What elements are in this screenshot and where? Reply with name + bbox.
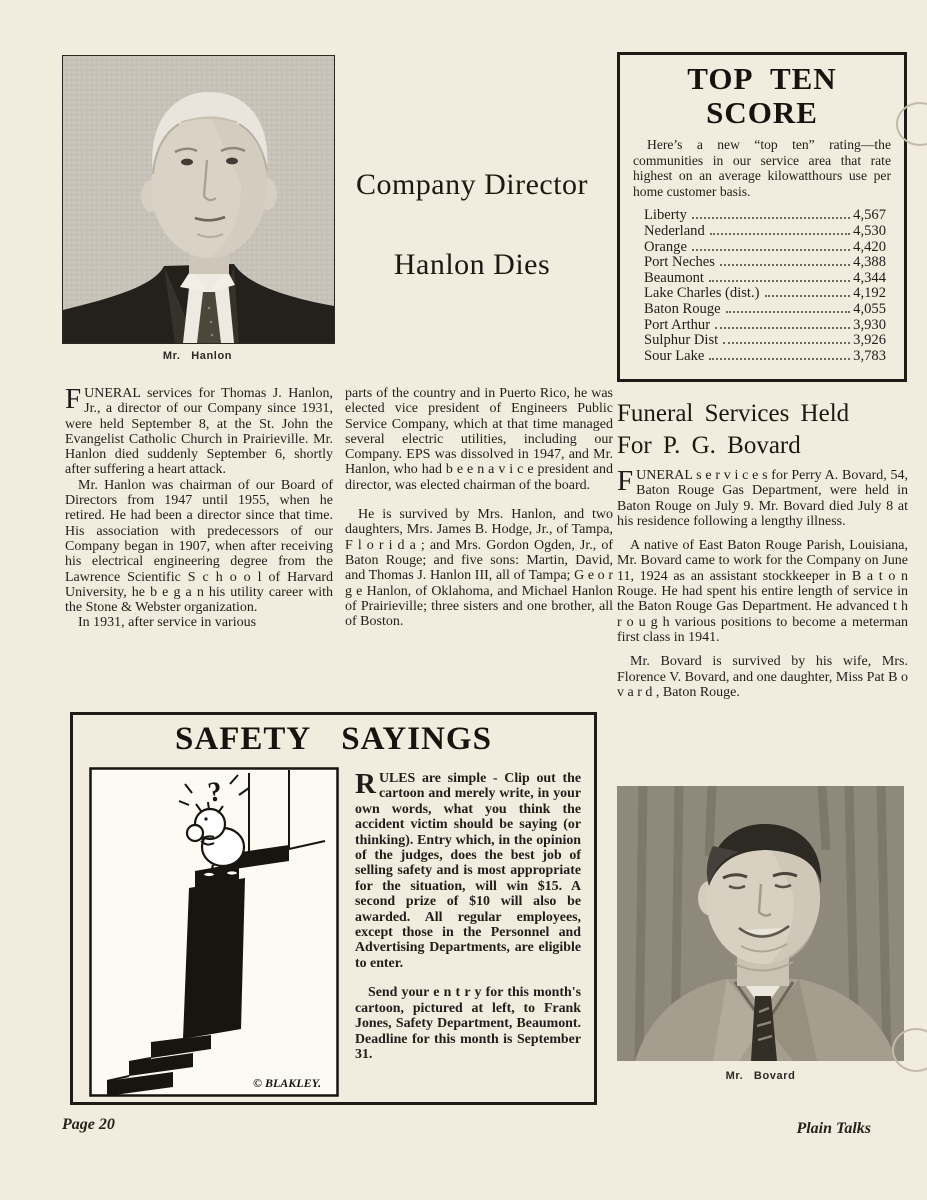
drop-cap: F <box>65 383 82 415</box>
safety-sayings-box <box>70 712 597 1105</box>
top-ten-row <box>644 224 886 240</box>
kwh-value: 3,926 <box>853 332 886 349</box>
leader-dots <box>723 342 850 344</box>
top-ten-list <box>644 208 886 364</box>
kwh-value: 3,930 <box>853 316 886 333</box>
top-ten-intro: Here’s a new “top ten” rating—the communities in our service area that rate highest on an average kilowatthours use per home customer basis. <box>633 137 891 199</box>
hanlon-paragraph-3: In 1931, after service in various <box>78 615 257 631</box>
drop-cap: R <box>355 768 376 800</box>
bovard-heading-line2: For P. G. Bovard <box>617 432 801 459</box>
top-ten-row <box>644 255 886 271</box>
hanlon-paragraph-5: He is survived by Mrs. Hanlon, and two daughters, Mrs. James B. Hodge, Jr., of Tampa, F l o r i d a ; and Mrs. Gordon Ogden, Jr., of Baton Rouge; and five sons: Martin, David, and Thomas J. Hanlon III, all of Tampa; G e o r g e Hanlon, of Oklahoma, and Michael Hanlon of Prairieville; three sisters and one brother, all of Boston. <box>345 507 613 630</box>
question-mark: ? <box>205 776 225 809</box>
bovard-portrait-illustration <box>617 786 904 1061</box>
kwh-value: 3,783 <box>853 347 886 364</box>
top-ten-row <box>644 271 886 287</box>
safety-cartoon <box>89 767 339 1097</box>
kwh-value: 4,567 <box>853 207 886 224</box>
hanlon-article-column-2 <box>345 386 613 629</box>
community-name: Baton Rouge <box>644 300 721 317</box>
rules-paragraph-2: Send your e n t r y for this month's cartoon, pictured at left, to Frank Jones, Safety Department, Beaumont. Deadline for this month is September 31. <box>355 985 581 1062</box>
staircase-cartoon-illustration <box>89 767 339 1097</box>
community-name: Port Arthur <box>644 316 711 333</box>
leader-dots <box>709 358 850 360</box>
drop-cap-rest: ULES <box>378 771 416 786</box>
hanlon-paragraph-4: parts of the country and in Puerto Rico, he was elected vice president of Engineers Public Service Company, which at that time managed several electric utilities, including our Company. EPS was dissolved in 1947, and Mr. Hanlon, who had b e e n a v i c e president and director, was elected chairman of the board. <box>345 386 613 493</box>
community-name: Nederland <box>644 222 705 239</box>
bovard-paragraph-1 <box>617 465 908 529</box>
leader-dots <box>709 280 850 282</box>
kwh-value: 4,344 <box>853 269 886 286</box>
bovard-article-heading <box>617 398 908 462</box>
top-ten-row <box>644 318 886 334</box>
leader-dots <box>720 264 850 266</box>
paragraph-text: services for Thomas J. Hanlon, Jr., a director of our Company since 1931, were held September 8, at the St. John the Evangelist Catholic Church in Prairieville. Mr. Hanlon died suddenly September 6, shortly after suffering a heart attack. <box>65 386 333 478</box>
top-ten-box <box>617 52 907 382</box>
kwh-value: 4,530 <box>853 222 886 239</box>
leader-dots <box>715 327 850 329</box>
rules-paragraph-1 <box>355 768 581 971</box>
hanlon-paragraph-1 <box>65 383 333 478</box>
hanlon-paragraph-2: Mr. Hanlon was chairman of our Board of Directors from 1947 until 1955, when he retired. He had been a director since that time. His association with predecessors of our Company began in 1907, when after receiving his electrical engineering degree from the Lawrence Scientific S c h o o l of Harvard University, he b e g a n his utility career with the Stone & Webster organization. <box>65 477 333 616</box>
top-ten-row <box>644 286 886 302</box>
kwh-value: 4,420 <box>853 238 886 255</box>
community-name: Liberty <box>644 207 687 224</box>
kwh-value: 4,055 <box>853 300 886 317</box>
hanlon-photo-caption: Mr. Hanlon <box>162 350 233 362</box>
hanlon-photo <box>62 55 335 344</box>
kwh-value: 4,192 <box>853 285 886 302</box>
drop-cap: F <box>617 465 634 497</box>
cartoonist-signature: © BLAKLEY. <box>253 1076 322 1090</box>
leader-dots <box>765 295 851 297</box>
bovard-photo-caption: Mr. Bovard <box>725 1070 796 1082</box>
community-name: Beaumont <box>644 269 704 286</box>
page-curl-mark <box>892 1028 927 1072</box>
top-ten-title-line2: SCORE <box>706 95 818 130</box>
top-ten-row <box>644 208 886 224</box>
leader-dots <box>710 233 850 235</box>
bovard-photo <box>617 786 904 1061</box>
drop-cap-rest: UNERAL <box>84 386 141 401</box>
publication-name: Plain Talks <box>796 1120 871 1137</box>
kwh-value: 4,388 <box>853 254 886 271</box>
headline-line1: Company Director <box>355 168 589 201</box>
community-name: Sulphur Dist <box>644 332 719 349</box>
top-ten-row <box>644 349 886 365</box>
top-ten-row <box>644 240 886 256</box>
contest-rules <box>355 768 581 1062</box>
bovard-article-column <box>617 465 908 700</box>
paragraph-text: are simple - Clip out the cartoon and merely write, in your own words, what you think the accident victim should be saying (or thinking). Entry which, in the opinion of the judges, does the best job of selling safety and is most appropriate for the situation, will win $15. A second prize of $10 will also be awarded. All regular employees, except those in the Personnel and Advertising Departments, are eligible to enter. <box>355 771 581 971</box>
community-name: Orange <box>644 238 687 255</box>
hanlon-portrait-illustration <box>63 56 334 343</box>
community-name: Port Neches <box>644 254 715 271</box>
leader-dots <box>692 249 850 251</box>
safety-sayings-title: SAFETY SAYINGS <box>175 721 492 757</box>
top-ten-row <box>644 302 886 318</box>
community-name: Sour Lake <box>644 347 705 364</box>
bovard-paragraph-2: A native of East Baton Rouge Parish, Louisiana, Mr. Bovard came to work for the Company on June 11, 1924 as an assistant stockkeeper in B a t o n Rouge. He had spent his entire length of service in the Baton Rouge Gas Department. He advanced t h r o u g h various positions to become a meterman first class in 1941. <box>617 538 908 645</box>
page-number: Page 20 <box>62 1116 115 1133</box>
leader-dots <box>692 217 850 219</box>
bovard-paragraph-3: Mr. Bovard is survived by his wife, Mrs. Florence V. Bovard, and one daughter, Miss Pat B o v a r d , Baton Rouge. <box>617 654 908 700</box>
bovard-heading-line1: Funeral Services Held <box>617 400 850 427</box>
leader-dots <box>726 311 851 313</box>
top-ten-row <box>644 333 886 349</box>
headline-line2: Hanlon Dies <box>393 248 551 281</box>
paragraph-text: s e r v i c e s for Perry A. Bovard, 54, Baton Rouge Gas Department, were held in Baton Rouge on July 9. Mr. Bovard died July 8 at his residence following a lengthy illness. <box>617 468 908 529</box>
top-ten-title-line1: TOP TEN <box>687 61 837 96</box>
hanlon-article-column-1 <box>65 383 333 631</box>
community-name: Lake Charles (dist.) <box>644 285 760 302</box>
drop-cap-rest: UNERAL <box>636 468 693 483</box>
